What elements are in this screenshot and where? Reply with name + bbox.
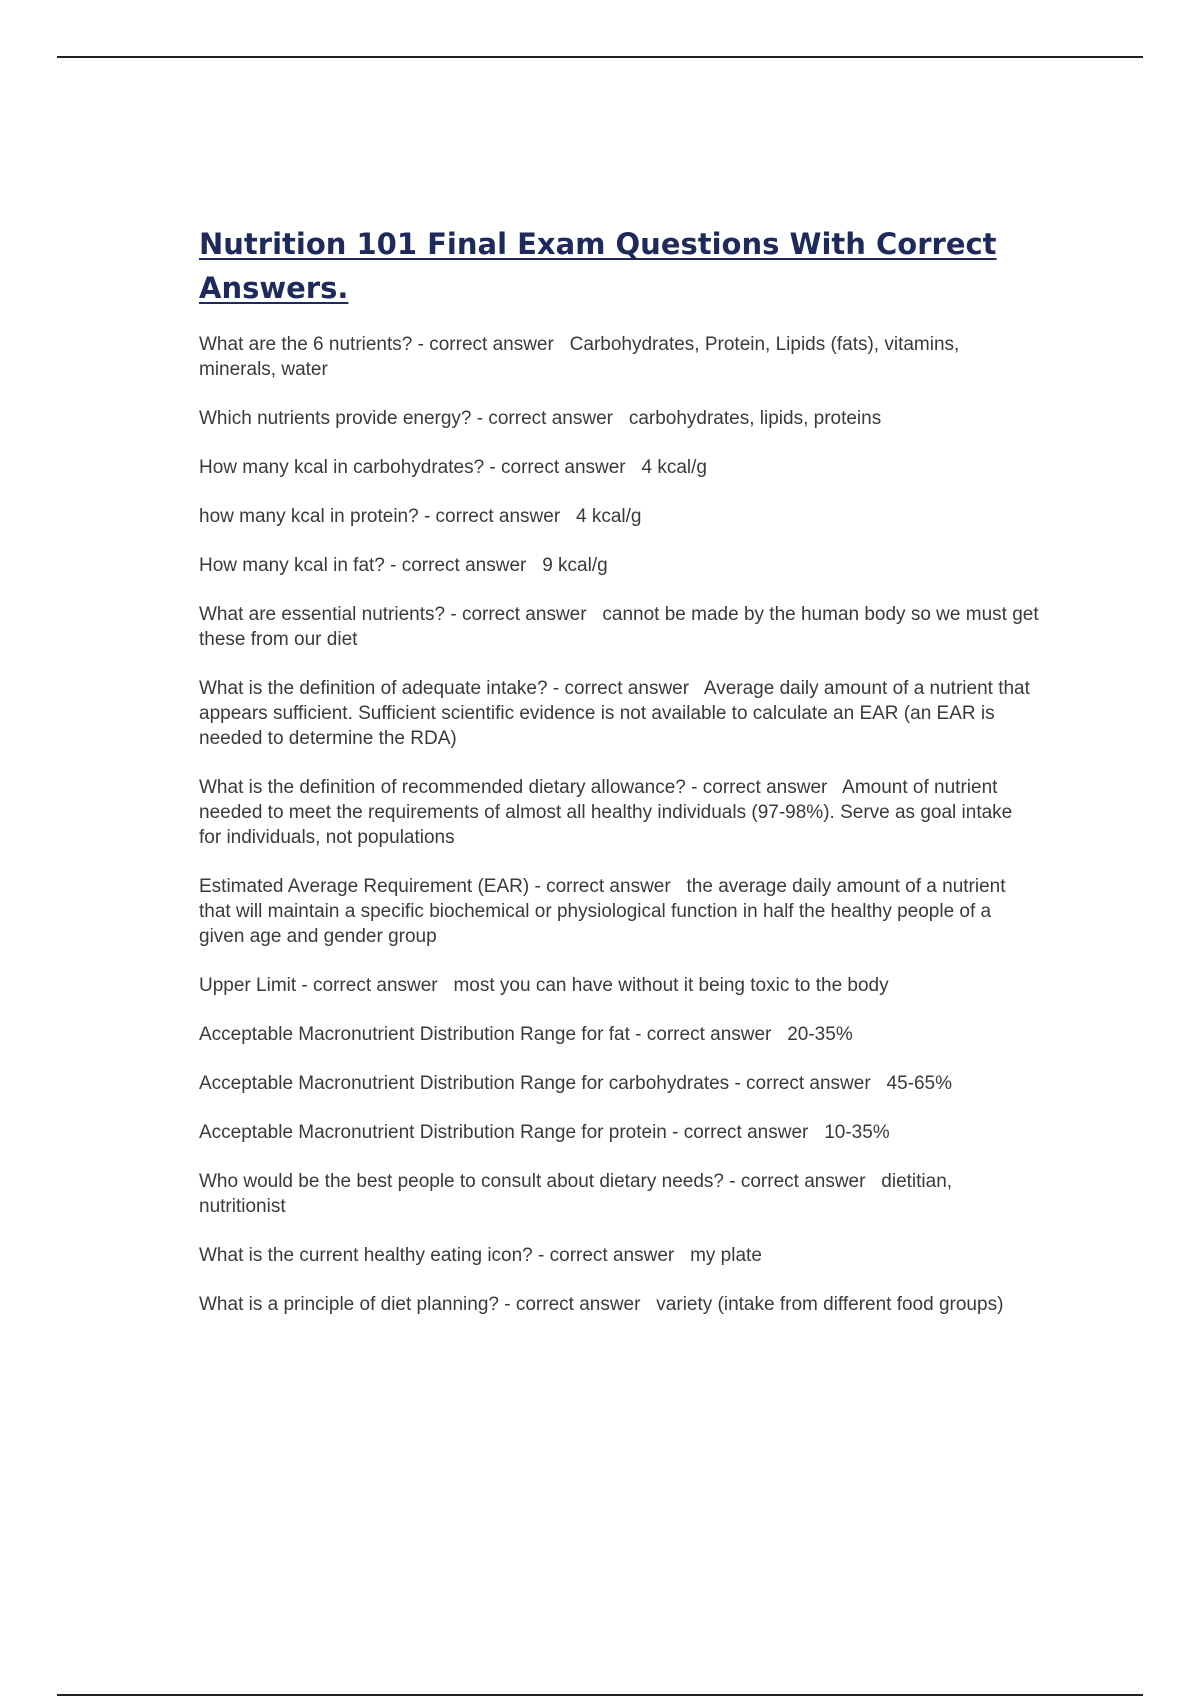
answer-text: dietitian, nutritionist [199,1171,953,1217]
question-text: Who would be the best people to consult about dietary needs? [199,1171,724,1192]
answer-text: 45-65% [886,1073,952,1094]
answer-text: most you can have without it being toxic to the body [453,975,889,996]
qa-item [199,406,1039,431]
qa-item [199,775,1039,850]
question-text: Acceptable Macronutrient Distribution Range for carbohydrates [199,1073,730,1094]
answer-text: 20-35% [787,1024,853,1045]
question-text: What are the 6 nutrients? [199,334,413,355]
answer-separator: - correct answer [547,678,704,699]
qa-item [199,1169,1039,1219]
answer-separator: - correct answer [629,1024,788,1045]
answer-separator: - correct answer [445,604,603,625]
answer-text: 4 kcal/g [641,457,707,478]
qa-item [199,1243,1039,1268]
question-text: How many kcal in fat? [199,555,385,576]
qa-item [199,1022,1039,1047]
answer-separator: - correct answer [412,334,570,355]
answer-separator: - correct answer [418,506,576,527]
top-rule [57,56,1143,58]
answer-separator: - correct answer [296,975,454,996]
qa-item [199,602,1039,652]
answer-text: my plate [690,1245,762,1266]
bottom-rule [57,1694,1143,1696]
question-text: Upper Limit [199,975,297,996]
answer-separator: - correct answer [471,408,629,429]
question-text: Acceptable Macronutrient Distribution Range for protein [199,1122,667,1143]
answer-text: Carbohydrates, Protein, Lipids (fats), vitamins, minerals, water [199,334,960,380]
question-text: Acceptable Macronutrient Distribution Range for fat [199,1024,630,1045]
question-text: What are essential nutrients? [199,604,446,625]
answer-separator: - correct answer [532,1245,691,1266]
qa-item [199,1292,1039,1317]
question-text: Estimated Average Requirement (EAR) [199,876,530,897]
answer-text: 9 kcal/g [542,555,608,576]
answer-text: cannot be made by the human body so we must get these from our diet [199,604,1039,650]
answer-separator: - correct answer [484,457,642,478]
qa-item [199,455,1039,480]
qa-item [199,676,1039,751]
qa-item [199,1120,1039,1145]
answer-separator: - correct answer [685,777,843,798]
answer-separator: - correct answer [384,555,543,576]
qa-item [199,874,1039,949]
document-title: Nutrition 101 Final Exam Questions With Correct Answers. [199,227,997,305]
answer-separator: - correct answer [723,1171,882,1192]
answer-text: carbohydrates, lipids, proteins [628,408,882,429]
answer-text: variety (intake from different food groups) [656,1294,1004,1315]
question-text: What is the definition of adequate intake? [199,678,548,699]
qa-item [199,332,1039,382]
qa-item [199,504,1039,529]
question-text: How many kcal in carbohydrates? [199,457,485,478]
document-body [199,222,1039,1341]
qa-item [199,553,1039,578]
answer-text: Average daily amount of a nutrient that appears sufficient. Sufficient scientific evidence is not available to calculate an EAR (an EAR is needed to determine the RDA) [199,678,1030,749]
answer-text: 4 kcal/g [576,506,642,527]
qa-item [199,1071,1039,1096]
answer-text: the average daily amount of a nutrient that will maintain a specific biochemical or physiological function in half the healthy people of a given age and gender group [199,876,1006,947]
answer-text: 10-35% [824,1122,890,1143]
question-text: What is a principle of diet planning? [199,1294,499,1315]
question-text: Which nutrients provide energy? [199,408,472,429]
answer-separator: - correct answer [666,1122,825,1143]
answer-separator: - correct answer [729,1073,887,1094]
question-text: What is the definition of recommended dietary allowance? [199,777,686,798]
answer-separator: - correct answer [529,876,687,897]
question-text: What is the current healthy eating icon? [199,1245,533,1266]
qa-item [199,973,1039,998]
answer-text: Amount of nutrient needed to meet the requirements of almost all healthy individuals (97-98%). Serve as goal intake for individuals, not populations [199,777,1013,848]
question-text: how many kcal in protein? [199,506,419,527]
answer-separator: - correct answer [498,1294,657,1315]
